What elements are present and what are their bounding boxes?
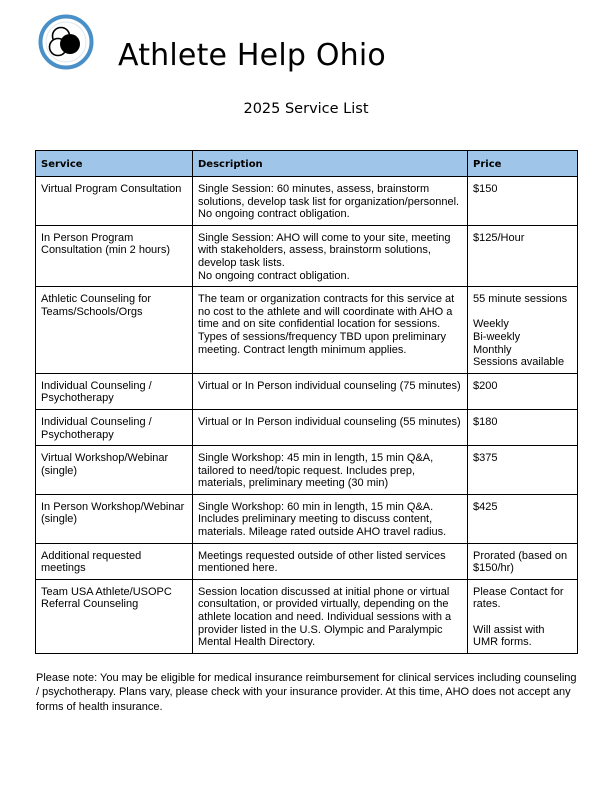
description-cell [193,225,468,286]
price-cell [468,543,578,579]
service-cell-line: Team USA Athlete/USOPC Referral Counseling [41,585,172,611]
service-cell [36,446,193,495]
column-header-price: Price [468,151,578,177]
service-cell-line: Athletic Counseling for Teams/Schools/Orgs [41,293,152,318]
description-cell-line: Single Session: AHO will come to your site, meeting with stakeholders, assess, brainstorm solutions, develop task lists. [198,231,451,269]
price-cell-line: Please Contact for rates. [473,585,564,611]
table-row [36,494,578,543]
description-cell-line: No ongoing contract obligation. [198,208,350,221]
table-row [36,287,578,374]
description-cell [193,543,468,579]
service-cell-line: In Person Program Consultation (min 2 hours) [41,231,171,257]
description-cell [193,579,468,653]
price-cell [468,494,578,543]
description-cell [193,287,468,374]
logo-icon [38,14,94,70]
service-cell [36,579,193,653]
service-cell [36,177,193,226]
price-cell [468,225,578,286]
price-cell-line: $425 [473,500,498,513]
table-row [36,373,578,409]
table-row [36,177,578,226]
description-cell [193,177,468,226]
price-cell [468,177,578,226]
price-cell [468,409,578,445]
description-cell [193,409,468,445]
table-row [36,409,578,445]
price-cell [468,446,578,495]
price-cell-line: $180 [473,415,498,428]
service-cell-line: Virtual Workshop/Webinar (single) [41,452,169,477]
service-cell [36,373,193,409]
service-cell [36,543,193,579]
service-cell [36,494,193,543]
description-cell-line: No ongoing contract obligation. [198,269,350,282]
table-row [36,225,578,286]
price-cell-line: $125/Hour [473,231,525,244]
service-cell [36,409,193,445]
price-cell-line: $375 [473,452,498,465]
description-cell-line: Single Workshop: 60 min in length, 15 min Q&A. Includes preliminary meeting to discuss content, materials. Mileage rated outside AHO travel radius. [198,500,447,539]
organization-name: Athlete Help Ohio [118,38,386,73]
description-cell [193,373,468,409]
price-cell [468,373,578,409]
service-cell [36,287,193,374]
document-title: 2025 Service List [243,101,369,117]
table-header-row [36,151,578,177]
description-cell-line: Meetings requested outside of other listed services mentioned here. [198,549,446,575]
column-header-service: Service [36,151,193,177]
insurance-note: Please note: You may be eligible for medical insurance reimbursement for clinical services including counseling / psychotherapy. Plans vary, please check with your insurance provider. At this time, AHO does not accept any forms of health insurance. [36,672,577,713]
description-cell-line: The team or organization contracts for this service at no cost to the athlete and will coordinate with AHO a time and on site confidential location for sessions. Types of sessions/frequency TBD upon preliminary meeting. Contract length minimum applies. [198,293,455,356]
description-cell [193,494,468,543]
description-cell [193,446,468,495]
description-cell-line: Virtual or In Person individual counseling (75 minutes) [198,379,461,392]
price-cell-line: Will assist with UMR forms. [473,623,545,649]
price-cell-line: Prorated (based on $150/hr) [473,549,568,575]
description-cell-line: Single Workshop: 45 min in length, 15 min Q&A, tailored to need/topic request. Includes prep, materials, preliminary meeting (30 min) [198,452,434,490]
price-cell-line [473,611,572,624]
organization-logo [38,14,94,70]
price-cell-line: $200 [473,379,498,392]
service-cell-line: Individual Counseling / Psychotherapy [41,379,152,405]
service-cell [36,225,193,286]
service-cell-line: Additional requested meetings [41,549,142,575]
price-cell [468,579,578,653]
table-row [36,579,578,653]
service-table [35,150,578,654]
service-cell-line: In Person Workshop/Webinar (single) [41,500,185,526]
price-cell-line: 55 minute sessions [473,293,568,306]
price-cell-line: Weekly [473,318,509,331]
price-cell-line [473,306,572,319]
column-header-description: Description [193,151,468,177]
service-cell-line: Individual Counseling / Psychotherapy [41,415,152,441]
description-cell-line: Session location discussed at initial phone or virtual consultation, or provided virtually, depending on the athlete location and need. Individual sessions with a provider listed in the U.S. Olympic and Paralympic Mental Health Directory. [198,585,452,649]
service-table-body [36,177,578,654]
table-row [36,543,578,579]
price-cell-line: Monthly [473,343,512,356]
description-cell-line: Single Session: 60 minutes, assess, brainstorm solutions, develop task list for organization/personnel. [198,183,460,208]
price-cell-line: $150 [473,183,498,195]
table-row [36,446,578,495]
price-cell-line: Bi-weekly [473,330,521,343]
price-cell [468,287,578,374]
price-cell-line: Sessions available [473,356,565,369]
description-cell-line: Virtual or In Person individual counseling (55 minutes) [198,415,461,428]
service-cell-line: Virtual Program Consultation [41,183,182,195]
